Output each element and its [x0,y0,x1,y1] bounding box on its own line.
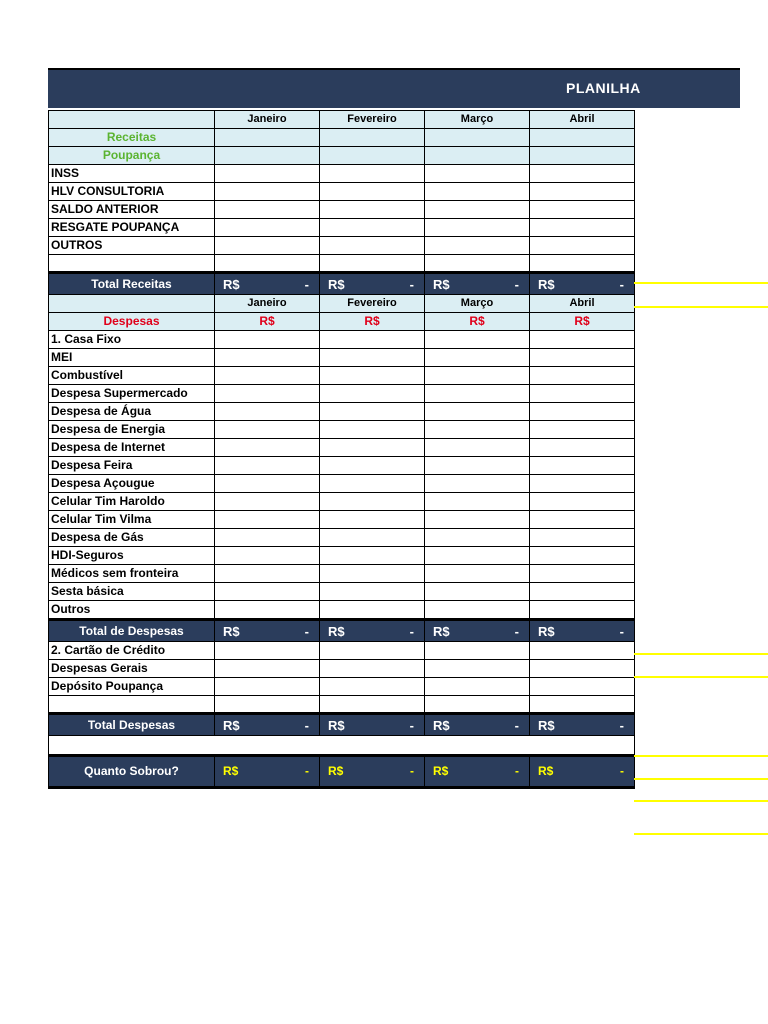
value-cell[interactable] [215,642,320,660]
currency-header: R$ [215,313,320,331]
value-cell[interactable] [530,475,635,493]
result-row [49,756,635,788]
total-receitas-label[interactable]: Total Receitas [49,273,215,295]
value-cell[interactable] [425,475,530,493]
value-cell[interactable] [425,349,530,367]
value-cell[interactable] [215,237,320,255]
income-row [49,237,635,255]
expense-row [49,457,635,475]
expense-row-label[interactable]: Sesta básica [49,583,215,601]
value-cell[interactable] [215,457,320,475]
quanto-sobrou-cell[interactable] [320,756,425,788]
value-cell[interactable] [215,696,320,714]
expense-row-label[interactable]: Celular Tim Haroldo [49,493,215,511]
value-cell[interactable] [530,696,635,714]
value-cell[interactable] [530,219,635,237]
value-cell[interactable] [425,457,530,475]
amount-value: - [514,276,519,292]
expense-row [49,565,635,583]
value-cell[interactable] [425,129,530,147]
currency-symbol: R$ [328,764,344,778]
expense-row-label[interactable]: Combustível [49,367,215,385]
income-row-label[interactable] [49,255,215,273]
value-cell[interactable] [530,565,635,583]
income-row [49,219,635,237]
currency-symbol: R$ [433,717,450,733]
value-cell[interactable] [530,129,635,147]
value-cell[interactable] [320,511,425,529]
expense-row-label[interactable] [49,696,215,714]
currency-symbol: R$ [223,623,240,639]
value-cell[interactable] [530,165,635,183]
value-cell[interactable] [320,403,425,421]
value-cell[interactable] [425,421,530,439]
value-cell[interactable] [320,183,425,201]
currency-symbol: R$ [328,276,345,292]
value-cell[interactable] [530,349,635,367]
value-cell[interactable] [215,367,320,385]
currency-symbol: R$ [223,764,239,778]
expense-row-label[interactable]: Despesas Gerais [49,660,215,678]
expense-row-label[interactable]: Depósito Poupança [49,678,215,696]
expense-row-label[interactable]: Despesa Supermercado [49,385,215,403]
value-cell[interactable] [320,583,425,601]
value-cell[interactable] [530,367,635,385]
value-cell[interactable] [215,165,320,183]
amount-value: - [619,623,624,639]
total-despesas2-row [49,714,635,736]
value-cell[interactable] [425,237,530,255]
amount-value: - [409,276,414,292]
expense-row-label[interactable]: Despesa de Água [49,403,215,421]
poupanca-label[interactable]: Poupança [49,147,215,165]
value-cell[interactable] [320,547,425,565]
total-receitas-cell[interactable] [425,273,530,295]
section-row [49,642,635,660]
expense-row [49,583,635,601]
corner-cell[interactable] [49,111,215,129]
value-cell[interactable] [530,493,635,511]
quanto-sobrou-label[interactable]: Quanto Sobrou? [49,756,215,788]
yellow-rule [634,676,768,678]
value-cell[interactable] [320,475,425,493]
amount-value: - [409,623,414,639]
total-despesas-cell[interactable] [530,620,635,642]
currency-symbol: R$ [538,276,555,292]
value-cell[interactable] [215,601,320,620]
amount-value: - [409,717,414,733]
income-row-label[interactable]: INSS [49,165,215,183]
currency-symbol: R$ [538,623,555,639]
value-cell[interactable] [530,529,635,547]
expense-row [49,529,635,547]
value-cell[interactable] [215,331,320,349]
value-cell[interactable] [215,183,320,201]
value-cell[interactable] [530,237,635,255]
value-cell[interactable] [320,457,425,475]
value-cell[interactable] [215,403,320,421]
value-cell[interactable] [215,439,320,457]
spacer-row [49,736,635,756]
yellow-rule [634,833,768,835]
value-cell[interactable] [320,642,425,660]
value-cell[interactable] [215,565,320,583]
receitas-label[interactable]: Receitas [49,129,215,147]
yellow-rule [634,282,768,284]
value-cell[interactable] [425,403,530,421]
value-cell[interactable] [530,421,635,439]
value-cell[interactable] [320,219,425,237]
receitas-row [49,129,635,147]
value-cell[interactable] [215,547,320,565]
currency-symbol: R$ [433,764,449,778]
quanto-sobrou-cell[interactable] [215,756,320,788]
value-cell[interactable] [425,165,530,183]
total-despesas2-cell[interactable] [320,714,425,736]
currency-header: R$ [425,313,530,331]
value-cell[interactable] [530,255,635,273]
value-cell[interactable] [425,547,530,565]
value-cell[interactable] [425,201,530,219]
total-despesas-cell[interactable] [425,620,530,642]
value-cell[interactable] [530,331,635,349]
section-casa-fixo[interactable]: 1. Casa Fixo [49,331,215,349]
section-cartao[interactable]: 2. Cartão de Crédito [49,642,215,660]
value-cell[interactable] [425,493,530,511]
section-row [49,331,635,349]
amount-value: - [515,764,519,778]
income-row [49,183,635,201]
currency-symbol: R$ [328,623,345,639]
month-header: Fevereiro [320,295,425,313]
value-cell[interactable] [425,367,530,385]
amount-value: - [304,276,309,292]
expense-row [49,696,635,714]
expense-row [49,439,635,457]
expense-row [49,547,635,565]
income-row-label[interactable]: SALDO ANTERIOR [49,201,215,219]
value-cell[interactable] [320,421,425,439]
value-cell[interactable] [215,529,320,547]
sheet-title: PLANILHA [566,80,641,96]
expense-row [49,475,635,493]
corner-cell[interactable] [49,295,215,313]
value-cell[interactable] [215,349,320,367]
currency-symbol: R$ [433,276,450,292]
value-cell[interactable] [320,237,425,255]
value-cell[interactable] [425,642,530,660]
spacer-cell [49,736,635,756]
month-header: Março [425,295,530,313]
value-cell[interactable] [215,255,320,273]
amount-value: - [305,764,309,778]
value-cell[interactable] [425,219,530,237]
expense-row [49,601,635,620]
expense-row-label[interactable]: Outros [49,601,215,620]
yellow-rule [634,306,768,308]
total-receitas-cell[interactable] [530,273,635,295]
value-cell[interactable] [425,255,530,273]
budget-table [48,110,635,789]
month-header: Abril [530,111,635,129]
value-cell[interactable] [215,493,320,511]
value-cell[interactable] [530,147,635,165]
value-cell[interactable] [530,403,635,421]
total-despesas-cell[interactable] [320,620,425,642]
value-cell[interactable] [425,147,530,165]
amount-value: - [619,717,624,733]
value-cell[interactable] [425,511,530,529]
value-cell[interactable] [320,385,425,403]
income-row-label[interactable]: HLV CONSULTORIA [49,183,215,201]
income-row-label[interactable]: OUTROS [49,237,215,255]
value-cell[interactable] [425,660,530,678]
expense-row-label[interactable]: Médicos sem fronteira [49,565,215,583]
value-cell[interactable] [320,439,425,457]
value-cell[interactable] [320,565,425,583]
value-cell[interactable] [215,660,320,678]
expense-row-label[interactable]: Despesa de Internet [49,439,215,457]
value-cell[interactable] [530,547,635,565]
month-header: Fevereiro [320,111,425,129]
total-despesas2-cell[interactable] [215,714,320,736]
expense-row-label[interactable]: Despesa de Energia [49,421,215,439]
value-cell[interactable] [320,349,425,367]
poupanca-row [49,147,635,165]
total-despesas-cell[interactable] [215,620,320,642]
expense-row [49,660,635,678]
amount-value: - [514,623,519,639]
value-cell[interactable] [320,331,425,349]
expense-row [49,385,635,403]
total-despesas2-cell[interactable] [530,714,635,736]
total-receitas-row [49,273,635,295]
currency-header: R$ [530,313,635,331]
expense-row-label[interactable]: Despesa de Gás [49,529,215,547]
yellow-rule [634,778,768,780]
value-cell[interactable] [215,421,320,439]
month-header-row [49,111,635,129]
month-header: Abril [530,295,635,313]
value-cell[interactable] [530,183,635,201]
value-cell[interactable] [320,696,425,714]
value-cell[interactable] [530,642,635,660]
amount-value: - [304,623,309,639]
amount-value: - [514,717,519,733]
expense-row [49,367,635,385]
month-header: Janeiro [215,111,320,129]
value-cell[interactable] [320,601,425,620]
value-cell[interactable] [215,583,320,601]
quanto-sobrou-cell[interactable] [425,756,530,788]
month-header: Março [425,111,530,129]
expense-row [49,421,635,439]
total-despesas2-label[interactable]: Total Despesas [49,714,215,736]
value-cell[interactable] [425,439,530,457]
value-cell[interactable] [425,601,530,620]
yellow-rule [634,755,768,757]
expense-row [49,511,635,529]
amount-value: - [410,764,414,778]
title-bar [48,68,740,108]
value-cell[interactable] [215,147,320,165]
yellow-rule [634,653,768,655]
value-cell[interactable] [425,696,530,714]
value-cell[interactable] [320,529,425,547]
expense-row-label[interactable]: Despesa Açougue [49,475,215,493]
value-cell[interactable] [425,565,530,583]
total-despesas2-cell[interactable] [425,714,530,736]
value-cell[interactable] [425,183,530,201]
quanto-sobrou-cell[interactable] [530,756,635,788]
value-cell[interactable] [215,475,320,493]
value-cell[interactable] [215,219,320,237]
value-cell[interactable] [530,201,635,219]
total-receitas-cell[interactable] [320,273,425,295]
value-cell[interactable] [320,255,425,273]
despesas-label[interactable]: Despesas [49,313,215,331]
currency-symbol: R$ [328,717,345,733]
value-cell[interactable] [530,457,635,475]
total-despesas-label[interactable]: Total de Despesas [49,620,215,642]
value-cell[interactable] [425,583,530,601]
income-row-label[interactable]: RESGATE POUPANÇA [49,219,215,237]
currency-symbol: R$ [538,717,555,733]
value-cell[interactable] [530,660,635,678]
value-cell[interactable] [425,529,530,547]
value-cell[interactable] [530,583,635,601]
value-cell[interactable] [320,678,425,696]
value-cell[interactable] [425,331,530,349]
expense-row-label[interactable]: HDI-Seguros [49,547,215,565]
month-header: Janeiro [215,295,320,313]
income-row [49,255,635,273]
expense-row [49,403,635,421]
value-cell[interactable] [215,511,320,529]
value-cell[interactable] [320,147,425,165]
value-cell[interactable] [530,385,635,403]
value-cell[interactable] [320,165,425,183]
expense-row [49,493,635,511]
value-cell[interactable] [530,601,635,620]
income-row [49,201,635,219]
currency-symbol: R$ [538,764,554,778]
value-cell[interactable] [530,439,635,457]
value-cell[interactable] [530,511,635,529]
amount-value: - [620,764,624,778]
currency-symbol: R$ [223,717,240,733]
despesas-header-row [49,295,635,313]
expense-row-label[interactable]: Despesa Feira [49,457,215,475]
amount-value: - [304,717,309,733]
currency-symbol: R$ [433,623,450,639]
currency-header: R$ [320,313,425,331]
amount-value: - [619,276,624,292]
expense-row-label[interactable]: MEI [49,349,215,367]
value-cell[interactable] [320,129,425,147]
expense-row-label[interactable]: Celular Tim Vilma [49,511,215,529]
value-cell[interactable] [215,678,320,696]
value-cell[interactable] [215,129,320,147]
value-cell[interactable] [320,493,425,511]
despesas-row [49,313,635,331]
value-cell[interactable] [425,678,530,696]
total-despesas-row [49,620,635,642]
value-cell[interactable] [530,678,635,696]
value-cell[interactable] [425,385,530,403]
value-cell[interactable] [320,201,425,219]
value-cell[interactable] [215,385,320,403]
value-cell[interactable] [320,367,425,385]
income-row [49,165,635,183]
expense-row [49,349,635,367]
currency-symbol: R$ [223,276,240,292]
total-receitas-cell[interactable] [215,273,320,295]
expense-row [49,678,635,696]
value-cell[interactable] [215,201,320,219]
yellow-rule [634,800,768,802]
value-cell[interactable] [320,660,425,678]
